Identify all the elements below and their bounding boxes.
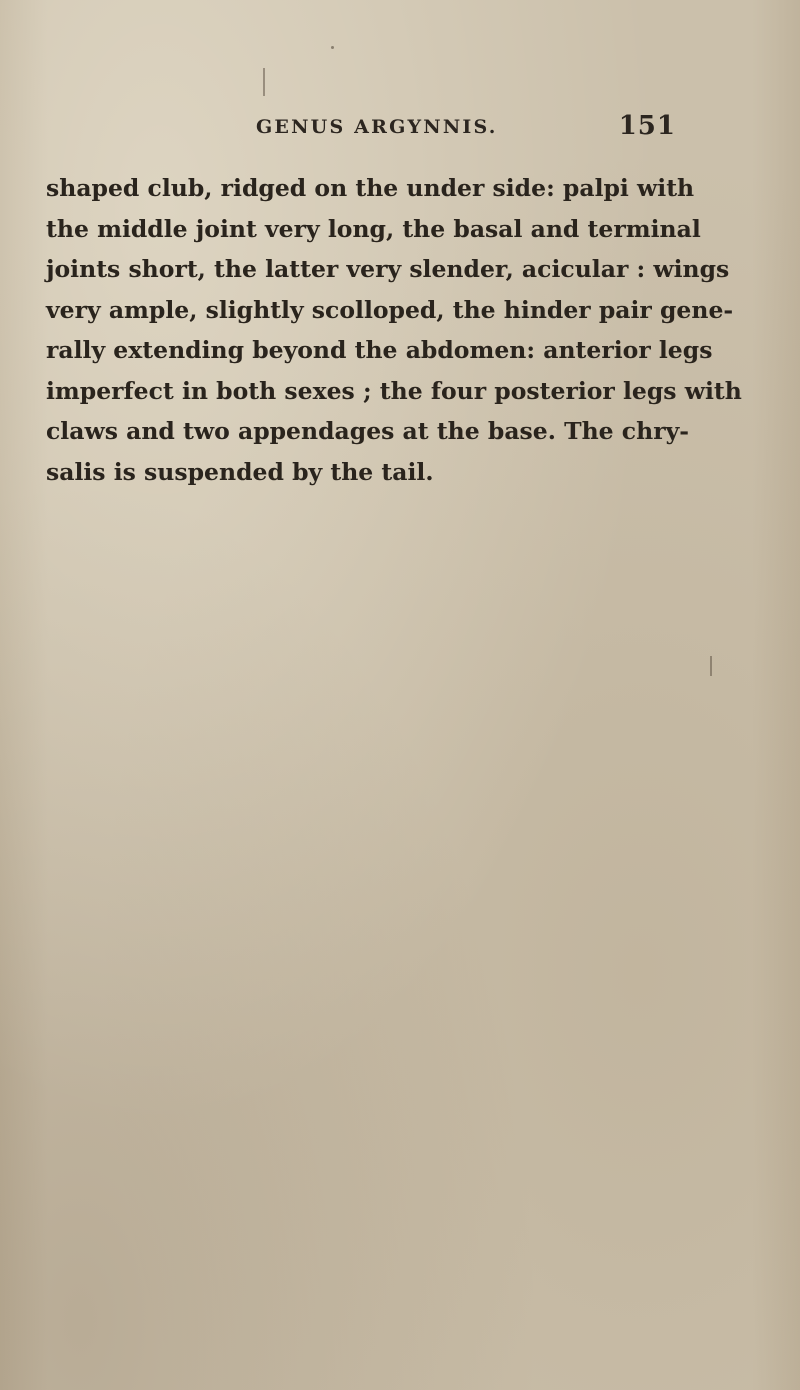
text-line: claws and two appendages at the base. The chry- (46, 417, 689, 445)
text-line: salis is suspended by the tail. (46, 457, 434, 486)
text-line: joints short, the latter very slender, acicular : wings (46, 255, 730, 283)
paper-blemish (710, 656, 712, 676)
text-line: rally extending beyond the abdomen: anterior legs (46, 336, 713, 364)
running-head-title: GENUS ARGYNNIS. (256, 116, 498, 138)
running-head (256, 112, 676, 146)
page-number: 151 (618, 111, 676, 141)
text-line: shaped club, ridged on the under side: palpi with (46, 174, 695, 202)
paper-blemish (263, 68, 265, 96)
text-line: the middle joint very long, the basal and terminal (46, 214, 701, 243)
text-line: imperfect in both sexes ; the four posterior legs with (46, 376, 742, 405)
body-paragraph (46, 168, 742, 492)
paper-blemish (331, 46, 334, 49)
text-line: very ample, slightly scolloped, the hinder pair gene- (46, 295, 734, 324)
